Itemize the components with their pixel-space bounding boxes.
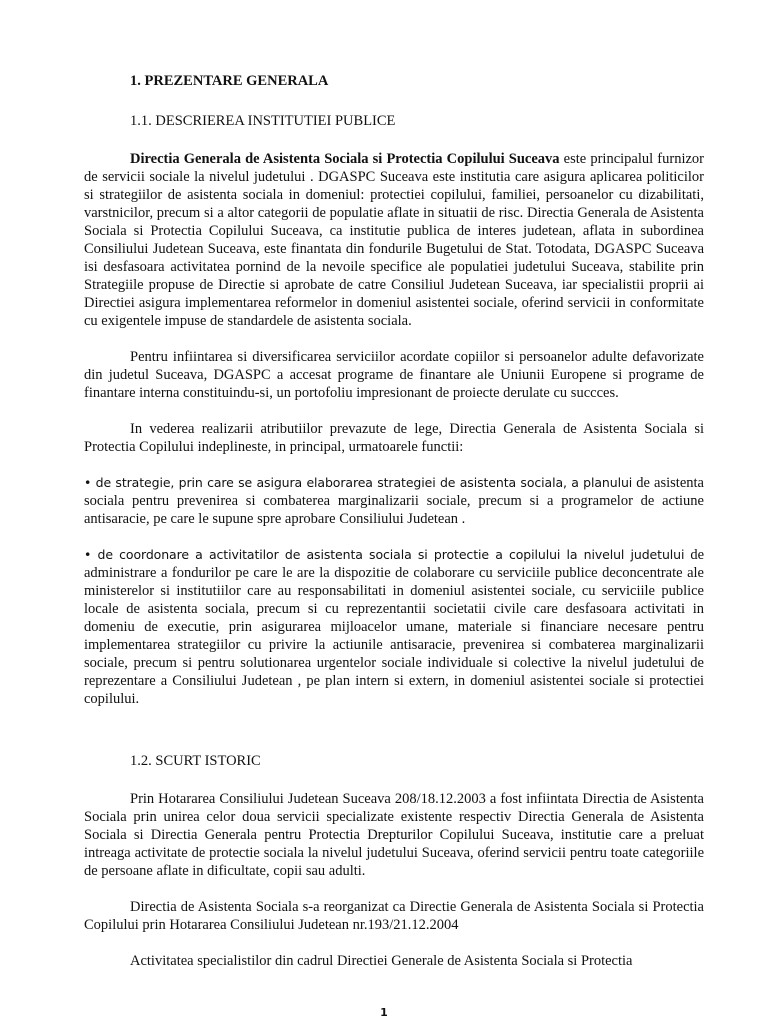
page-number: 1 [380,1006,388,1019]
bullet-coordination-lead: • de coordonare a activitatilor de asistenta sociala si protectie a copilului la nivelul judetului [84,547,685,562]
bullet-coordination-text: de administrare a fondurilor pe care le are la dispozitie de colaborare cu serviciile publice deconcentrate ale ministerelor si institutiilor care au responsabilitati in domeniul asistentei sociale, cu serviciile publice locale de asistenta sociala, precum si cu reprezentantii societatii civile care desfasoara activitati in domeniu de executie, prin asigurarea mijloacelor umane, materiale si financiare necesare pentru implementarea strategiilor cu privire la actiunile antisaracie, prevenirea si combaterea marginalizarii sociale, precum si pentru solutionarea urgentelor sociale individuale si colective la nivelul judetului de reprezentare a Consiliului Judetean , pe plan intern si extern, in domeniul asistentei sociale si protectiei copilului. [84,547,705,707]
paragraph-intro [84,150,704,330]
bullet-coordination [84,546,704,708]
document-content [84,72,704,988]
bullet-strategy-text: de asistenta sociala pentru prevenirea si combaterea marginalizarii sociale, precum si a programelor de actiune antisaracie, pe care le supune spre aprobare Consiliului Judetean . [84,475,704,527]
bullet-strategy-lead: • de strategie, prin care se asigura elaborarea strategiei de asistenta sociala, a planului [84,475,633,490]
paragraph-activity: Activitatea specialistilor din cadrul Directiei Generale de Asistenta Sociala si Protectia [130,953,633,969]
subsection-title-history: 1.2. SCURT ISTORIC [130,753,261,769]
institution-name: Directia Generala de Asistenta Sociala si Protectia Copilului Suceava [130,151,560,167]
paragraph-funding: Pentru infiintarea si diversificarea serviciilor acordate copiilor si persoanelor adulte defavorizate din judetul Suceava, DGASPC a accesat programe de finantare ale Uniunii Europene si programe de finantare interna constituindu-si, un portofoliu impresionant de proiecte derulate cu succces. [84,349,704,401]
section-spacer [84,726,704,752]
paragraph-functions-intro: In vederea realizarii atributiilor prevazute de lege, Directia Generala de Asistenta Sociala si Protectia Copilului indeplineste, in principal, urmatoarele functii: [84,421,704,455]
paragraph-reorganization: Directia de Asistenta Sociala s-a reorganizat ca Directie Generala de Asistenta Sociala si Protectia Copilului prin Hotararea Consiliului Judetean nr.193/21.12.2004 [84,899,704,933]
paragraph-history: Prin Hotararea Consiliului Judetean Suceava 208/18.12.2003 a fost infiintata Directia de Asistenta Sociala prin unirea celor doua servicii specializate existente respectiv Directia Generala de Asistenta Sociala si Directia Generala pentru Protectia Drepturilor Copilului Suceava, institutie care a preluat intreaga activitate de protectie sociala la nivelul judetului Suceava, oferind servicii pentru toate categoriile de persoane aflate in dificultate, copii sau adulti. [84,791,704,879]
paragraph-intro-text: este principalul furnizor de servicii sociale la nivelul judetului . DGASPC Suceava este institutia care asigura aplicarea politicilor si strategiilor de asistenta sociala in domeniul: protectiei copilului, familiei, persoanelor cu dizabilitati, varstnicilor, precum si a altor categorii de populatie aflate in situatii de risc. Directia Generala de Asistenta Sociala si Protectia Copilului Suceava, ca institutie publica de interes judetean, aflata in subordinea Consiliului Judetean Suceava, este finantata din fondurile Bugetului de Stat. Totodata, DGASPC Suceava isi desfasoara activitatea pornind de la nevoile specifice ale populatiei judetului Suceava, stabilite prin Strategiile propuse de Directie si aprobate de catre Consiliul Judetean Suceava, iar specialistii proprii ai Directiei asigura implementarea reformelor in domeniul asistentei sociale, oferind servicii in conformitate cu exigentele impuse de standardele de asistenta sociala. [84,151,704,329]
bullet-strategy [84,474,704,528]
subsection-title-description: 1.1. DESCRIEREA INSTITUTIEI PUBLICE [130,113,396,129]
section-title: 1. PREZENTARE GENERALA [130,73,329,89]
